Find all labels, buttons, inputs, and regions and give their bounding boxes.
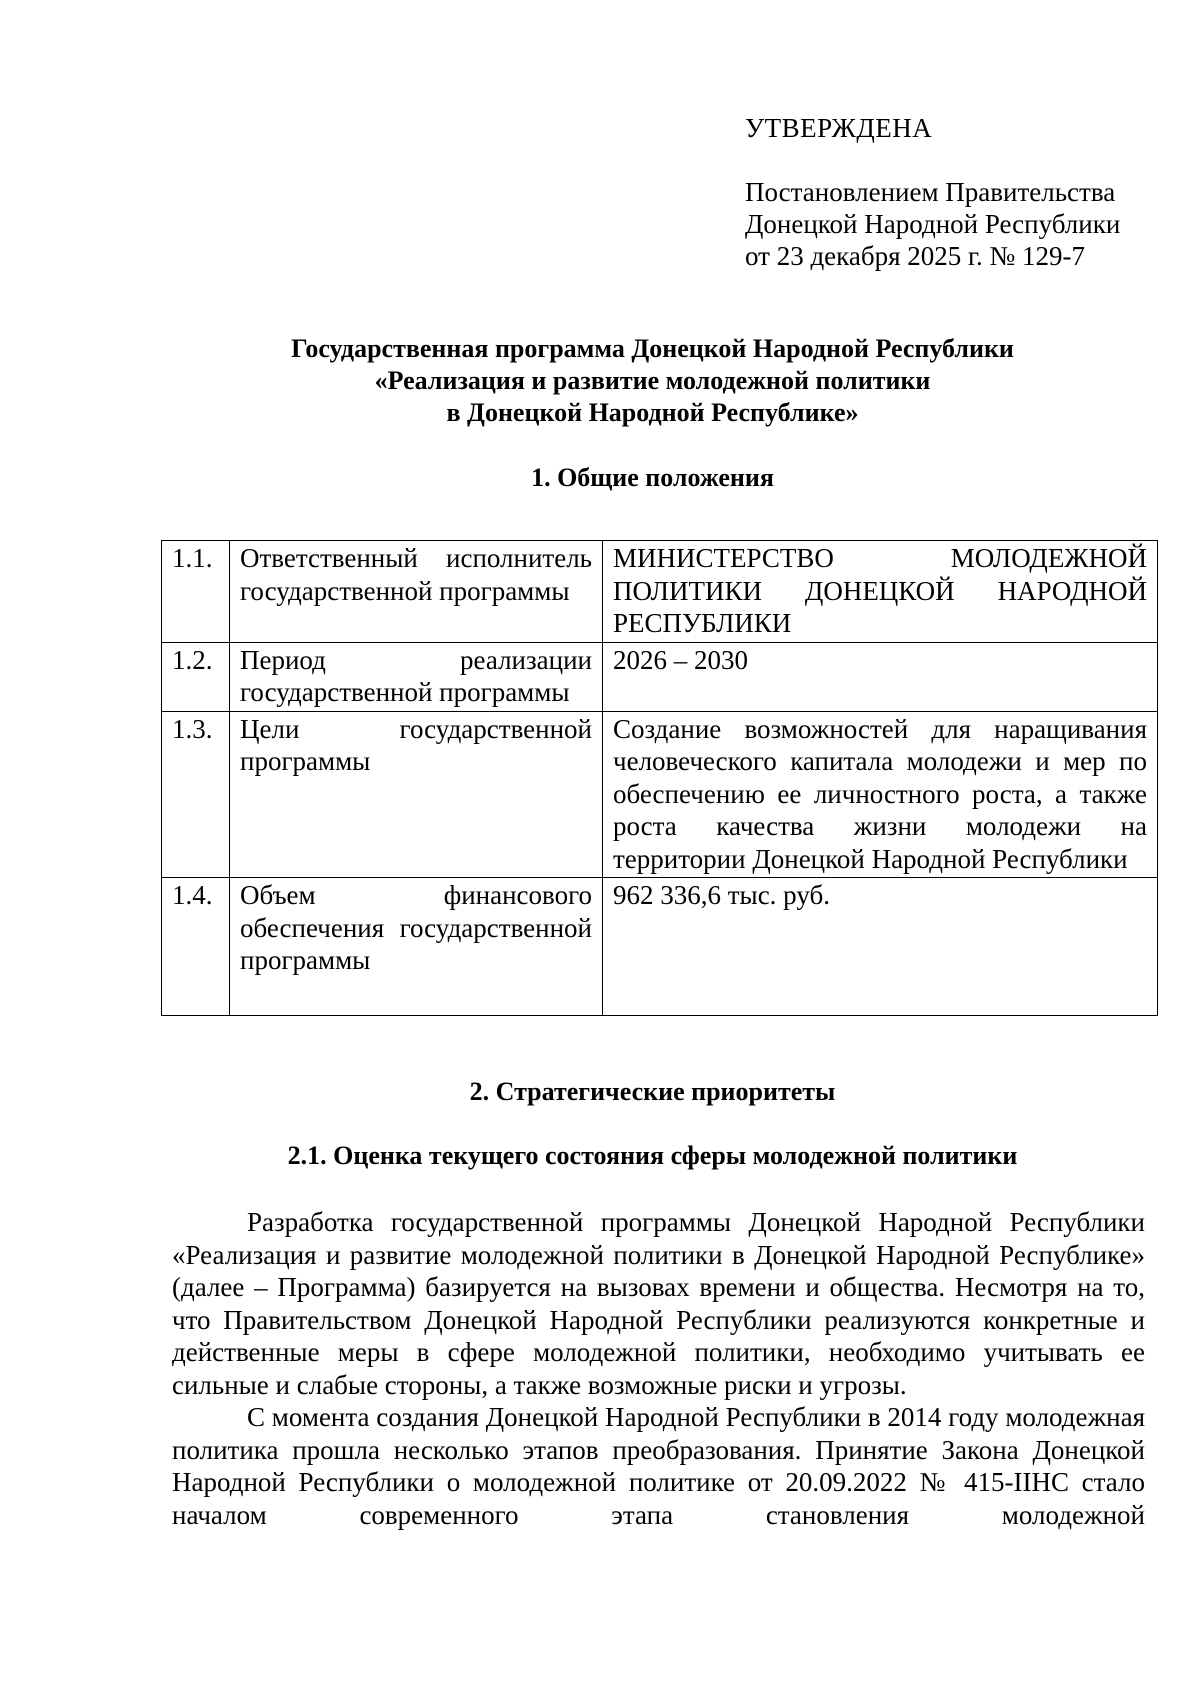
program-title-line-1: Государственная программа Донецкой Народной Республики	[291, 334, 1014, 363]
paragraph: С момента создания Донецкой Народной Республики в 2014 году молодежная политика прошла несколько этапов преобразования. Принятие Закона Донецкой Народной Республики о молодежной политике от 20.09.2022 № 415-IIНС стало началом современного этапа становления молодежной	[172, 1402, 1145, 1530]
row-number: 1.2.	[162, 642, 230, 711]
approval-line-2: Донецкой Народной Республики	[745, 209, 1121, 239]
row-number: 1.1.	[162, 541, 230, 643]
approval-line-1: Постановлением Правительства	[745, 177, 1116, 207]
row-label: Ответственный исполнитель государственной программы	[230, 541, 603, 643]
table-row	[162, 878, 1158, 1016]
table-row	[162, 642, 1158, 711]
approval-line-3: от 23 декабря 2025 г. № 129-7	[745, 241, 1086, 271]
row-value: 2026 – 2030	[603, 642, 1158, 711]
section-2-1-heading: 2.1. Оценка текущего состояния сферы молодежной политики	[287, 1141, 1018, 1170]
row-value: 962 336,6 тыс. руб.	[603, 878, 1158, 1016]
section-2-heading: 2. Стратегические приоритеты	[469, 1077, 836, 1106]
program-title	[160, 333, 1145, 429]
paragraph: Разработка государственной программы Донецкой Народной Республики «Реализация и развитие молодежной политики в Донецкой Народной Республике» (далее – Программа) базируется на вызовах времени и общества. Несмотря на то, что Правительством Донецкой Народной Республики реализуются конкретные и действенные меры в сфере молодежной политики, необходимо учитывать ее сильные и слабые стороны, а также возможные риски и угрозы.	[172, 1207, 1145, 1400]
table-row	[162, 541, 1158, 643]
row-label: Объем финансового обеспечения государственной программы	[230, 878, 603, 1016]
program-title-line-3: в Донецкой Народной Республике»	[446, 398, 859, 427]
row-label: Период реализации государственной программы	[230, 642, 603, 711]
row-number: 1.3.	[162, 711, 230, 878]
row-value: Создание возможностей для наращивания человеческого капитала молодежи и мер по обеспечению ее личностного роста, а также роста качества жизни молодежи на территории Донецкой Народной Республики	[603, 711, 1158, 878]
approval-stamp	[745, 112, 1165, 272]
program-title-line-2: «Реализация и развитие молодежной политики	[374, 366, 931, 395]
row-value: МИНИСТЕРСТВО МОЛОДЕЖНОЙ ПОЛИТИКИ ДОНЕЦКОЙ НАРОДНОЙ РЕСПУБЛИКИ	[603, 541, 1158, 643]
body-text	[172, 1206, 1145, 1531]
row-number: 1.4.	[162, 878, 230, 1016]
table-row	[162, 711, 1158, 878]
program-passport-table	[161, 540, 1158, 1016]
section-1-heading: 1. Общие положения	[531, 463, 774, 492]
approval-title: УТВЕРЖДЕНА	[745, 113, 933, 143]
row-label: Цели государственной программы	[230, 711, 603, 878]
